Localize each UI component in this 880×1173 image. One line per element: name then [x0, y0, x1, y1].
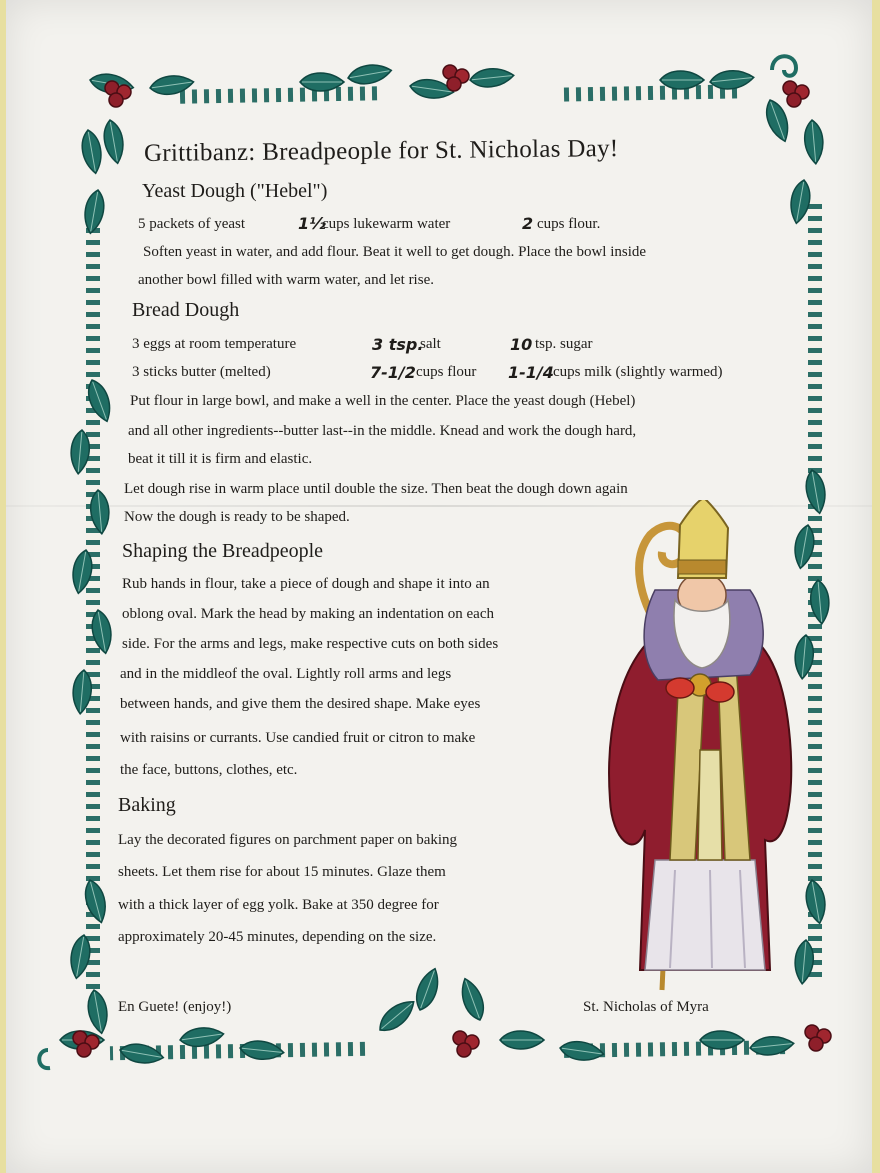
- baking-line-4: approximately 20-45 minutes, depending on the size.: [118, 929, 437, 945]
- illustration-caption: St. Nicholas of Myra: [583, 999, 709, 1015]
- shaping-line-3: side. For the arms and legs, make respective cuts on both sides: [122, 636, 499, 652]
- baking-line-1: Lay the decorated figures on parchment paper on baking: [118, 832, 458, 848]
- bread-flour: cups flour: [416, 364, 477, 380]
- yeast-ingredient-1: 5 packets of yeast: [138, 216, 246, 232]
- shaping-line-6: with raisins or currants. Use candied fruit or citron to make: [120, 730, 476, 746]
- page-title: Grittibanz: Breadpeople for St. Nicholas Day!: [143, 135, 619, 167]
- heading-baking: Baking: [118, 794, 176, 816]
- yeast-step-line-2: another bowl filled with warm water, and let rise.: [138, 272, 434, 288]
- heading-yeast-dough: Yeast Dough ("Hebel"): [142, 180, 328, 202]
- bread-flour-amount: 7-1/2: [370, 363, 416, 382]
- yeast-step-line-1: Soften yeast in water, and add flour. Beat it well to get dough. Place the bowl inside: [143, 244, 647, 260]
- shaping-line-7: the face, buttons, clothes, etc.: [120, 762, 298, 778]
- bread-step-line-5: Now the dough is ready to be shaped.: [124, 509, 350, 525]
- heading-bread-dough: Bread Dough: [132, 299, 240, 321]
- bread-step-line-3: beat it till it is firm and elastic.: [128, 451, 313, 467]
- bread-milk: cups milk (slightly warmed): [553, 364, 723, 380]
- bread-step-line-2: and all other ingredients--butter last--in the middle. Knead and work the dough hard,: [128, 423, 637, 439]
- bread-salt: salt: [420, 336, 441, 352]
- shaping-line-5: between hands, and give them the desired shape. Make eyes: [120, 696, 481, 712]
- shaping-line-1: Rub hands in flour, take a piece of dough and shape it into an: [122, 576, 490, 592]
- heading-shaping: Shaping the Breadpeople: [122, 540, 324, 562]
- bread-sugar: tsp. sugar: [535, 336, 593, 352]
- bread-salt-amount: 3 tsp.: [372, 335, 424, 354]
- baking-line-2: sheets. Let them rise for about 15 minutes. Glaze them: [118, 864, 446, 880]
- bread-step-line-4: Let dough rise in warm place until double the size. Then beat the dough down again: [124, 481, 628, 497]
- baking-line-3: with a thick layer of egg yolk. Bake at 350 degree for: [118, 897, 439, 913]
- bread-milk-amount: 1-1/4: [508, 363, 554, 382]
- shaping-line-4: and in the middleof the oval. Lightly roll arms and legs: [120, 666, 452, 682]
- bread-eggs: 3 eggs at room temperature: [132, 336, 297, 352]
- shaping-line-2: oblong oval. Mark the head by making an indentation on each: [122, 606, 494, 622]
- bread-sugar-amount: 10: [510, 335, 533, 354]
- yeast-ingredient-2: cups lukewarm water: [322, 216, 451, 232]
- enjoy-note: En Guete! (enjoy!): [118, 999, 232, 1015]
- yeast-flour-amount: 2: [522, 214, 534, 233]
- bread-step-line-1: Put flour in large bowl, and make a well in the center. Place the yeast dough (Hebel): [130, 393, 636, 409]
- bread-butter: 3 sticks butter (melted): [132, 364, 271, 380]
- yeast-ingredient-3: cups flour.: [537, 216, 601, 232]
- yeast-water-amount: 1½: [298, 214, 326, 233]
